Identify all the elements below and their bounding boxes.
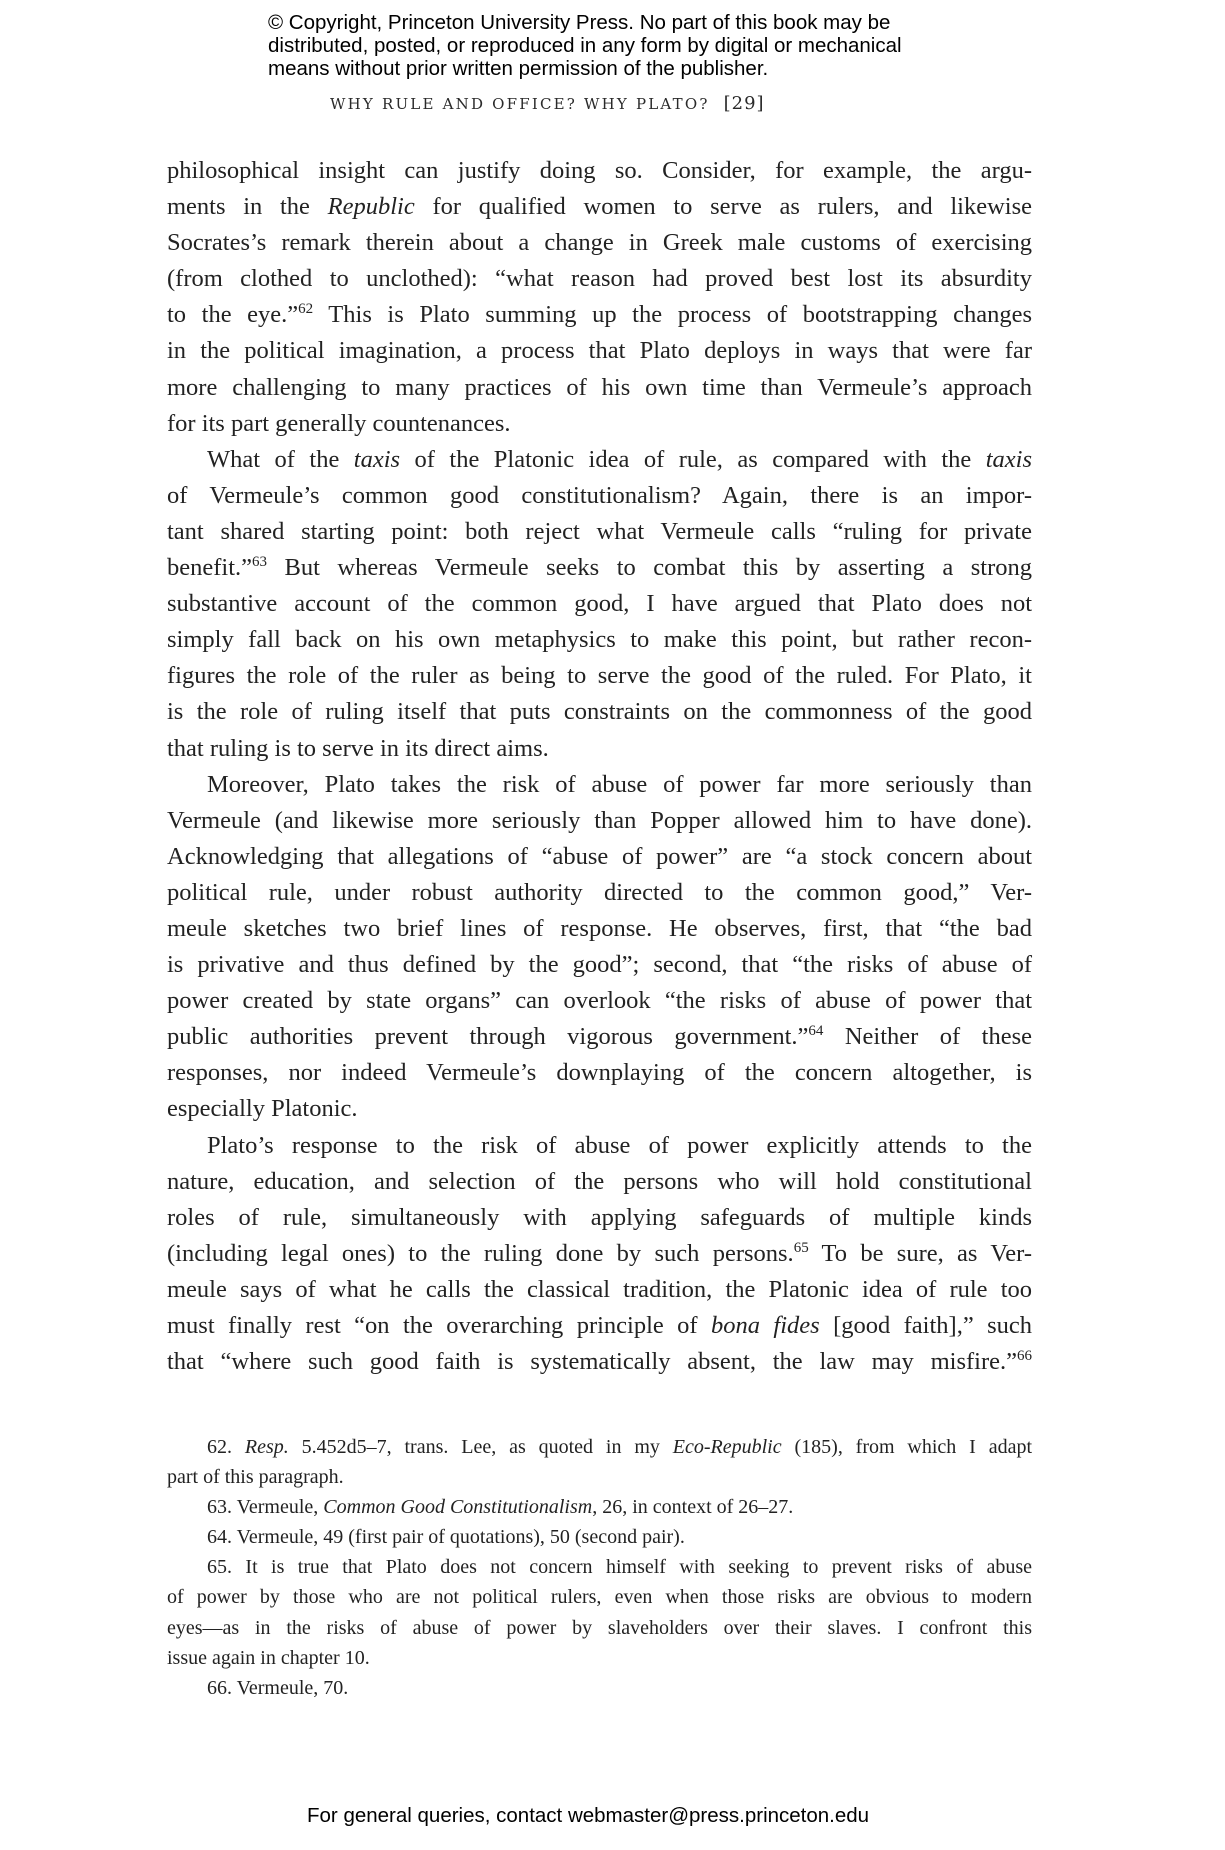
- text-run: public authorities prevent through vigorous government.”: [167, 1023, 809, 1051]
- text-run: that “where such good faith is systematically absent, the law may misfire.”: [167, 1348, 1017, 1376]
- text-line: (from clothed to unclothed): “what reason had proved best lost its absurdity: [167, 265, 1032, 293]
- copyright-notice: [268, 11, 988, 80]
- chapter-title: WHY RULE AND OFFICE? WHY PLATO?: [330, 95, 710, 113]
- italic-term: taxis: [985, 445, 1032, 473]
- footnote-ref-66[interactable]: 66: [1017, 1348, 1032, 1365]
- footnote-ref-64[interactable]: 64: [808, 1023, 824, 1040]
- text-line: of Vermeule’s common good constitutionalism? Again, there is an impor-: [167, 481, 1032, 509]
- text-run: But whereas Vermeule seeks to combat this by asserting a strong: [267, 554, 1032, 582]
- text-run: (including legal ones) to the ruling done by such persons.: [167, 1239, 794, 1267]
- paragraph-3: [167, 767, 1032, 1128]
- text-line: [167, 1344, 1032, 1380]
- text-line: Moreover, Plato takes the risk of abuse of power far more seriously than: [207, 770, 1032, 798]
- footnote-ref-62[interactable]: 62: [298, 301, 314, 318]
- text-run: benefit.”: [167, 554, 253, 582]
- paragraph-1: [167, 153, 1032, 442]
- text-run: to the eye.”: [167, 301, 299, 329]
- text-line: figures the role of the ruler as being to serve the good of the ruled. For Plato, it: [167, 662, 1032, 690]
- text-line: Socrates’s remark therein about a change in Greek male customs of exercising: [167, 229, 1032, 257]
- text-run: 5.452d5–7, trans. Lee, as quoted in my: [288, 1436, 673, 1458]
- italic-term: bona fides: [710, 1312, 820, 1339]
- footnote-line: of power by those who are not political rulers, even when those risks are obvious to modern: [167, 1586, 1032, 1609]
- text-run: [good faith],” such: [819, 1312, 1033, 1339]
- text-line: simply fall back on his own metaphysics to make this point, but rather recon-: [167, 626, 1032, 654]
- text-line: responses, nor indeed Vermeule’s downplaying of the concern altogether, is: [167, 1059, 1032, 1087]
- text-line: Acknowledging that allegations of “abuse of power” are “a stock concern about: [167, 842, 1032, 870]
- italic-title: Republic: [327, 193, 415, 221]
- text-run: must finally rest “on the overarching principle of: [167, 1312, 711, 1339]
- text-line: power created by state organs” can overlook “the risks of abuse of power that: [167, 987, 1032, 1015]
- footnote-62: [167, 1432, 1032, 1492]
- text-run: (185), from which I adapt: [781, 1436, 1033, 1458]
- text-line: more challenging to many practices of his own time than Vermeule’s approach: [167, 373, 1032, 401]
- italic-title: Common Good Constitutionalism: [323, 1496, 593, 1519]
- text-line: [167, 1236, 1032, 1272]
- paragraph-2: [167, 442, 1032, 767]
- text-line: [167, 189, 1032, 225]
- footnote-63: [167, 1492, 1032, 1522]
- body-text: [167, 153, 1032, 1380]
- footnote-line: [167, 1492, 1032, 1522]
- copyright-line: distributed, posted, or reproduced in any form by digital or mechanical: [268, 34, 902, 57]
- text-line: tant shared starting point: both reject what Vermeule calls “ruling for private: [167, 517, 1032, 545]
- text-line: philosophical insight can justify doing so. Consider, for example, the argu-: [167, 157, 1032, 184]
- italic-abbrev: Resp.: [244, 1436, 289, 1458]
- text-line: substantive account of the common good, I have argued that Plato does not: [167, 590, 1032, 618]
- text-line: Vermeule (and likewise more seriously than Popper allowed him to have done).: [167, 806, 1032, 834]
- text-run: To be sure, as Ver-: [808, 1239, 1033, 1267]
- footnote-line: 66. Vermeule, 70.: [207, 1676, 349, 1699]
- text-line: roles of rule, simultaneously with applying safeguards of multiple kinds: [167, 1203, 1032, 1231]
- text-run: This is Plato summing up the process of bootstrapping changes: [313, 301, 1032, 329]
- text-run: , 26, in context of 26–27.: [592, 1496, 794, 1519]
- footnote-line: [167, 1432, 1032, 1462]
- text-run: ments in the: [167, 193, 328, 221]
- copyright-line: © Copyright, Princeton University Press. No part of this book may be: [268, 11, 891, 34]
- text-run: What of the: [207, 445, 354, 473]
- text-line: [167, 1019, 1032, 1055]
- running-head: [330, 93, 870, 114]
- text-line: that ruling is to serve in its direct aims.: [167, 734, 549, 762]
- footnotes: [167, 1432, 1032, 1703]
- text-line: Plato’s response to the risk of abuse of power explicitly attends to the: [207, 1131, 1032, 1159]
- footnote-66: [167, 1673, 1032, 1703]
- copyright-line: means without prior written permission of the publisher.: [268, 57, 769, 80]
- italic-term: taxis: [353, 445, 401, 473]
- contact-footer: [307, 1804, 927, 1828]
- text-line: especially Platonic.: [167, 1095, 358, 1123]
- footnote-number: 62.: [207, 1436, 245, 1458]
- page-number: [29]: [723, 93, 765, 114]
- footnote-line: 64. Vermeule, 49 (first pair of quotations), 50 (second pair).: [207, 1526, 685, 1549]
- text-line: is the role of ruling itself that puts constraints on the commonness of the good: [167, 698, 1032, 726]
- text-line: is privative and thus defined by the good”; second, that “the risks of abuse of: [167, 951, 1032, 979]
- text-run: 63. Vermeule,: [207, 1496, 324, 1519]
- footnote-line: 65. It is true that Plato does not concern himself with seeking to prevent risks of abuse: [207, 1556, 1032, 1579]
- text-line: [167, 442, 1032, 478]
- italic-title: Eco-Republic: [672, 1436, 782, 1458]
- footnote-line: eyes—as in the risks of abuse of power by slaveholders over their slaves. I confront this: [167, 1616, 1032, 1639]
- text-line: for its part generally countenances.: [167, 409, 511, 437]
- footnote-line: issue again in chapter 10.: [167, 1646, 370, 1669]
- footnote-line: part of this paragraph.: [167, 1466, 344, 1489]
- footnote-ref-65[interactable]: 65: [793, 1239, 809, 1256]
- footnote-ref-63[interactable]: 63: [252, 554, 268, 571]
- text-line: [167, 550, 1032, 586]
- paragraph-4: [167, 1128, 1032, 1381]
- text-line: meule sketches two brief lines of response. He observes, first, that “the bad: [167, 914, 1032, 942]
- text-line: meule says of what he calls the classical tradition, the Platonic idea of rule too: [167, 1275, 1032, 1303]
- contact-text: For general queries, contact webmaster@press.princeton.edu: [307, 1804, 870, 1827]
- text-run: for qualified women to serve as rulers, and likewise: [414, 193, 1033, 221]
- text-line: [167, 1308, 1032, 1344]
- footnote-65: [167, 1552, 1032, 1672]
- footnote-64: [167, 1522, 1032, 1552]
- text-line: [167, 297, 1032, 333]
- text-line: political rule, under robust authority directed to the common good,” Ver-: [167, 878, 1032, 906]
- text-line: in the political imagination, a process that Plato deploys in ways that were far: [167, 337, 1032, 365]
- text-run: Neither of these: [823, 1023, 1032, 1051]
- text-run: of the Platonic idea of rule, as compared with the: [400, 445, 986, 473]
- text-line: nature, education, and selection of the persons who will hold constitutional: [167, 1167, 1032, 1195]
